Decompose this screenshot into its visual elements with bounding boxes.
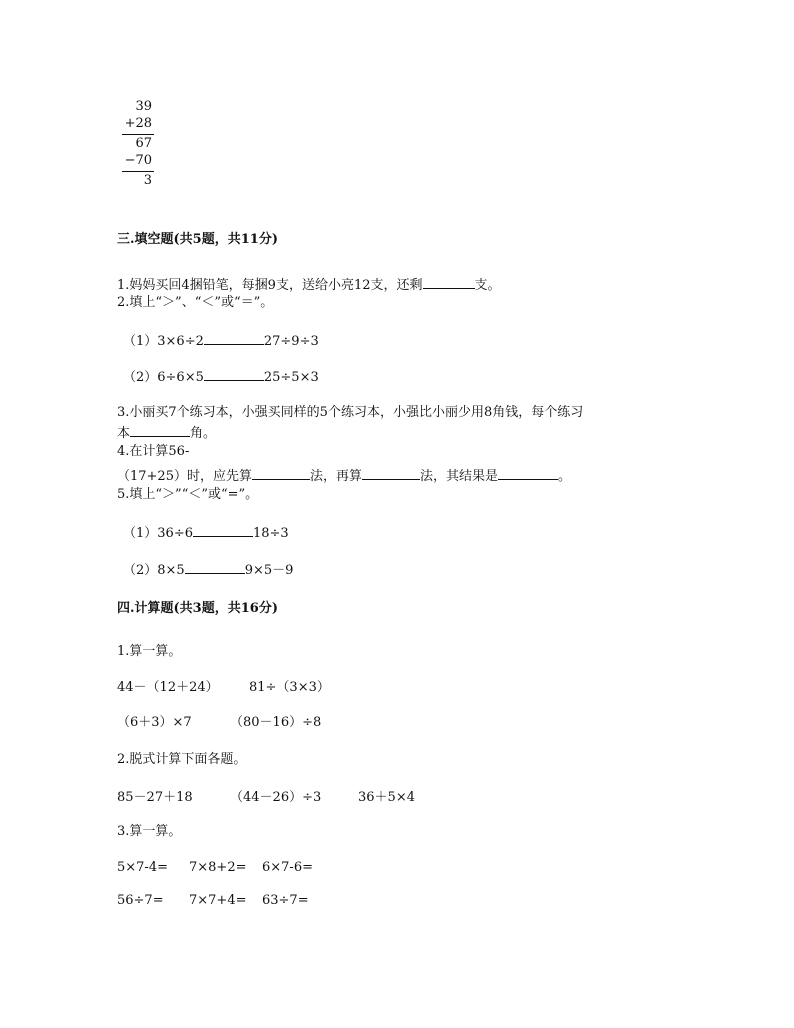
s3-q2a-blank[interactable] — [204, 332, 264, 345]
s3-q1-blank[interactable] — [423, 276, 475, 289]
s4-q2-prompt: 2.脱式计算下面各题。 — [117, 752, 247, 767]
vc-operand-1: +28 — [124, 116, 152, 131]
vc-operand-2: −70 — [124, 153, 152, 168]
s3-q2-prompt: 2.填上“＞”、“＜”或“＝”。 — [117, 295, 274, 310]
s3-q2a-left: （1）3×6÷2 — [123, 334, 204, 349]
s3-q4-blank-3[interactable] — [498, 467, 558, 480]
vc-number-1: 39 — [135, 99, 152, 114]
section4-title: 四.计算题(共3题，共16分) — [117, 601, 278, 616]
s4-q3-expr-6: 63÷7= — [262, 893, 309, 908]
s3-q4-blank-2[interactable] — [362, 467, 420, 480]
s3-q2a — [123, 332, 319, 350]
s3-q3-line1: 3.小丽买7个练习本，小强买同样的5个练习本，小强比小丽少用8角钱，每个练习 — [117, 405, 584, 420]
s3-q1-text: 1.妈妈买回4捆铅笔，每捆9支，送给小亮12支，还剩 — [117, 278, 423, 293]
vc-result-1: 67 — [135, 136, 152, 151]
s4-q1-prompt: 1.算一算。 — [117, 644, 182, 659]
s3-q5b-left: （2）8×5 — [123, 563, 185, 578]
s3-q4-line1: 4.在计算56- — [117, 444, 190, 459]
s4-q1-expr-2: 81÷（3×3） — [249, 680, 330, 695]
s4-q1-expr-1: 44－（12＋24） — [117, 680, 219, 695]
s3-q5b-blank[interactable] — [185, 561, 245, 574]
s4-q3-prompt: 3.算一算。 — [117, 824, 182, 839]
s3-q5b — [123, 561, 293, 579]
s3-q4-text-a: （17+25）时，应先算 — [117, 469, 252, 484]
s3-q5a-left: （1）36÷6 — [123, 526, 193, 541]
s3-q1 — [117, 276, 501, 294]
s4-q3-expr-1: 5×7-4= — [117, 860, 168, 875]
s3-q2b — [123, 368, 319, 386]
s3-q4-line2 — [117, 467, 571, 485]
section3-title: 三.填空题(共5题，共11分) — [117, 232, 278, 247]
s3-q2b-right: 25÷5×3 — [263, 370, 319, 385]
s4-q3-expr-4: 56÷7= — [117, 893, 164, 908]
s4-q1-expr-3: （6＋3）×7 — [117, 715, 192, 730]
s4-q3-expr-2: 7×8+2= — [189, 860, 247, 875]
s3-q5-prompt: 5.填上“＞”“＜”或“=”。 — [117, 487, 259, 502]
s3-q3-unit: 角。 — [190, 426, 217, 441]
s3-q4-text-b: 法，再算 — [309, 469, 362, 484]
s4-q3-expr-3: 6×7-6= — [262, 860, 313, 875]
s3-q3-blank[interactable] — [130, 424, 190, 437]
s4-q2-expr-3: 36＋5×4 — [358, 790, 415, 805]
s3-q1-unit: 支。 — [474, 278, 501, 293]
s3-q5b-right: 9×5－9 — [244, 563, 294, 578]
s4-q3-expr-5: 7×7+4= — [189, 893, 247, 908]
s3-q3-text: 本 — [117, 426, 131, 441]
s3-q3-line2 — [117, 424, 216, 442]
s4-q2-expr-1: 85－27＋18 — [117, 790, 193, 805]
s3-q5a-blank[interactable] — [193, 524, 253, 537]
s3-q4-blank-1[interactable] — [252, 467, 310, 480]
s4-q1-expr-4: （80－16）÷8 — [230, 715, 322, 730]
s3-q2a-right: 27÷9÷3 — [263, 334, 319, 349]
vc-result-2: 3 — [143, 173, 152, 188]
s3-q2b-blank[interactable] — [204, 368, 264, 381]
s3-q4-text-c: 法，其结果是 — [420, 469, 499, 484]
s3-q2b-left: （2）6÷6×5 — [123, 370, 204, 385]
s3-q4-text-d: 。 — [558, 469, 572, 484]
s3-q5a — [123, 524, 289, 542]
s3-q5a-right: 18÷3 — [252, 526, 289, 541]
s4-q2-expr-2: （44－26）÷3 — [230, 790, 322, 805]
